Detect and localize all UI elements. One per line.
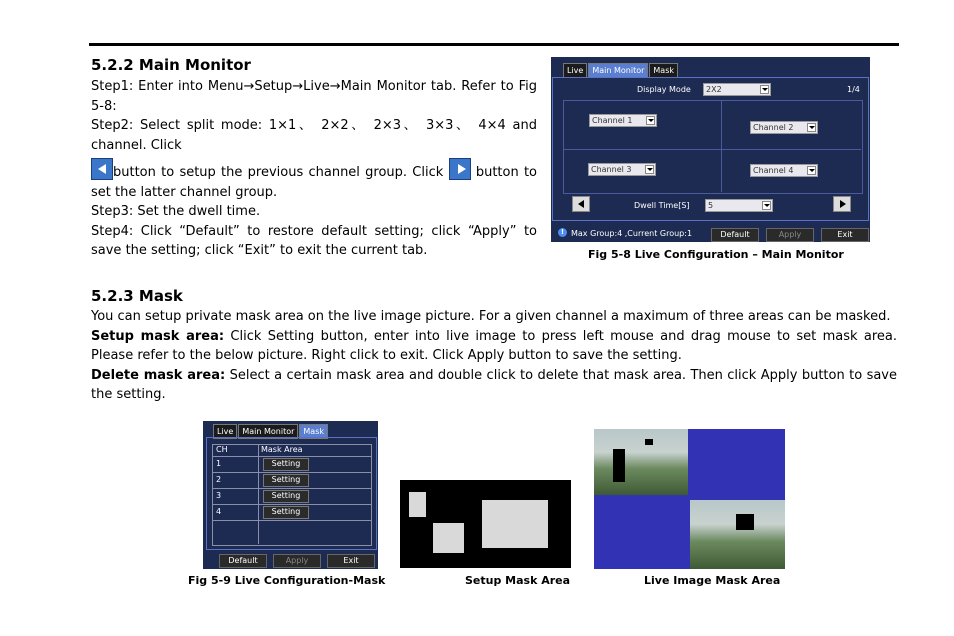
page-indicator: 1/4 (847, 85, 860, 94)
channel-select-2[interactable] (750, 121, 818, 134)
mask-table-header (213, 445, 371, 457)
display-mode-value: 2X2 (706, 85, 722, 94)
section-heading-mask: 5.2.3 Mask (91, 287, 183, 305)
mask-rect (482, 500, 548, 548)
previous-arrow-icon (91, 158, 113, 180)
row-ch: 4 (216, 507, 222, 516)
dwell-time-select[interactable] (705, 199, 773, 212)
row-ch: 2 (216, 475, 222, 484)
table-row (213, 505, 371, 521)
mask-tab-main-monitor[interactable]: Main Monitor (238, 424, 298, 439)
table-row (213, 457, 371, 473)
row-ch: 3 (216, 491, 222, 500)
mask-rect (433, 523, 464, 553)
apply-button[interactable]: Apply (766, 228, 814, 242)
step4-text: Step4: Click “Default” to restore default setting; click “Apply” to save the setting; click “Exit” to exit the current tab. (91, 223, 537, 258)
next-arrow-icon (449, 158, 471, 180)
tab-main-monitor[interactable]: Main Monitor (588, 63, 648, 78)
dwell-time-label: Dwell Time[S] (634, 201, 690, 210)
mask-block (613, 449, 625, 482)
channel-1-label: Channel 1 (592, 116, 633, 125)
dwell-time-value: 5 (708, 201, 714, 210)
camera-view-4 (690, 500, 785, 569)
channel-select-1[interactable] (589, 114, 657, 127)
header-rule (89, 43, 899, 46)
channel-2-label: Channel 2 (753, 123, 794, 132)
table-row (213, 489, 371, 505)
main-monitor-dialog (551, 57, 870, 242)
caption-live-image-mask-area: Live Image Mask Area (644, 574, 781, 587)
setup-mask-text: Click Setting button, enter into live image to press left mouse and drag mouse to set mask area. Please refer to the below picture. Right click to exit. Click Apply button to save the setting. (91, 328, 897, 363)
delete-mask-label: Delete mask area: (91, 367, 226, 383)
step2-prev-text: button to setup the previous channel group. Click (113, 165, 444, 180)
chevron-down-icon (807, 166, 816, 175)
mask-rect (409, 492, 426, 517)
setup-mask-label: Setup mask area: (91, 328, 225, 344)
setting-button-ch2[interactable]: Setting (263, 474, 309, 487)
setting-button-ch3[interactable]: Setting (263, 490, 309, 503)
tab-live[interactable]: Live (563, 63, 587, 78)
channel-select-4[interactable] (750, 164, 818, 177)
col-mask-area-header: Mask Area (261, 445, 303, 454)
chevron-down-icon (760, 85, 769, 94)
step2-continued (91, 158, 537, 202)
mask-tab-live[interactable]: Live (213, 424, 237, 439)
grid-divider-v (721, 100, 722, 192)
delete-mask-paragraph (91, 366, 897, 405)
step3-text: Step3: Set the dwell time. (91, 204, 261, 219)
setup-mask-paragraph (91, 327, 897, 366)
tab-mask[interactable]: Mask (649, 63, 678, 78)
mask-tab-mask[interactable]: Mask (299, 424, 328, 439)
setting-button-ch4[interactable]: Setting (263, 506, 309, 519)
exit-button[interactable]: Exit (821, 228, 869, 242)
delete-mask-text: Select a certain mask area and double click to delete that mask area. Then click Apply button to save the setting. (91, 367, 897, 402)
status-text: Max Group:4 ,Current Group:1 (571, 229, 693, 238)
row-ch: 1 (216, 459, 222, 468)
step2-next-text: button to set the latter channel group. (91, 165, 538, 200)
section-heading-main-monitor: 5.2.2 Main Monitor (91, 56, 251, 74)
mask-default-button[interactable]: Default (219, 554, 267, 568)
next-group-button[interactable] (833, 196, 851, 212)
mask-table (212, 444, 372, 546)
display-mode-label: Display Mode (637, 85, 691, 94)
mask-block (736, 514, 754, 530)
info-icon: ! (558, 228, 567, 237)
tab-bar (563, 63, 679, 78)
mask-intro-text: You can setup private mask area on the live image picture. For a given channel a maximum of three areas can be masked. (91, 309, 891, 324)
grid-divider-h (563, 149, 861, 150)
mask-table-divider (258, 444, 259, 544)
col-ch-header: CH (216, 445, 228, 454)
live-image-mask-area (594, 429, 785, 569)
chevron-down-icon (807, 123, 816, 132)
previous-group-button[interactable] (572, 196, 590, 212)
channel-3-label: Channel 3 (591, 165, 632, 174)
figure-caption-5-8: Fig 5-8 Live Configuration – Main Monitor (588, 248, 844, 261)
caption-setup-mask-area: Setup Mask Area (465, 574, 571, 587)
mask-apply-button[interactable]: Apply (273, 554, 321, 568)
step1-text: Step1: Enter into Menu→Setup→Live→Main Monitor tab. Refer to Fig 5-8: (91, 79, 537, 114)
channel-4-label: Channel 4 (753, 166, 794, 175)
step2-text: Step2: Select split mode: 1×1、 2×2、 2×3、 3×3、 4×4 and channel. Click (91, 118, 537, 153)
table-row (213, 473, 371, 489)
default-button[interactable]: Default (711, 228, 759, 242)
chevron-down-icon (645, 165, 654, 174)
mask-exit-button[interactable]: Exit (327, 554, 375, 568)
camera-view-1 (594, 429, 688, 495)
table-row-empty (213, 521, 371, 536)
chevron-down-icon (762, 201, 771, 210)
channel-select-3[interactable] (588, 163, 656, 176)
display-mode-select[interactable] (703, 83, 771, 96)
chevron-down-icon (646, 116, 655, 125)
figure-caption-5-9: Fig 5-9 Live Configuration-Mask (188, 574, 386, 587)
setup-mask-area-image (400, 480, 571, 568)
mask-block (645, 439, 653, 445)
section-523-body (91, 307, 897, 405)
setting-button-ch1[interactable]: Setting (263, 458, 309, 471)
section-522-body (91, 77, 537, 261)
